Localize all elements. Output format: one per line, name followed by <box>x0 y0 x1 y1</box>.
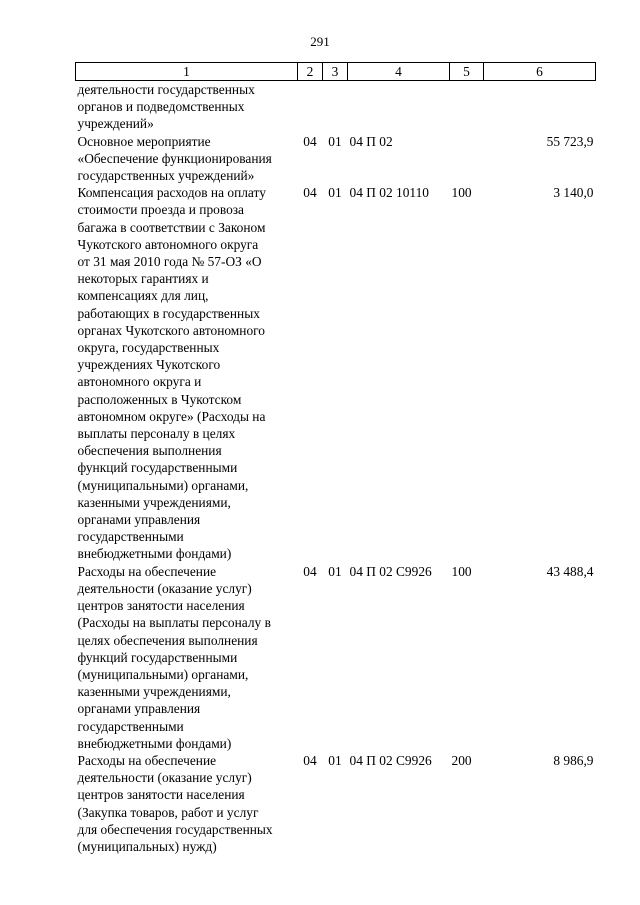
column-header-5: 5 <box>450 63 484 81</box>
row-amount: 8 986,9 <box>553 752 594 768</box>
row-amount: 3 140,0 <box>553 185 594 201</box>
table-row <box>76 81 596 133</box>
row-subsection: 01 <box>328 563 342 579</box>
table-row <box>76 563 596 752</box>
column-header-1: 1 <box>76 63 298 81</box>
column-header-6: 6 <box>484 63 596 81</box>
row-name: Компенсация расходов на оплату стоимости проезда и провоза багажа в соответствии с Законом Чукотского автономного округа от 31 мая 2010 года № 57-ОЗ «О некоторых гарантиях и компенсациях для лиц, работающих в государственных органах Чукотского автономного округа, государственных учреждениях Чукотского автономного округа и расположенных в Чукотском автономном округе» (Расходы на выплаты персоналу в целях обеспечения выполнения функций государственными (муниципальными) органами, казенными учреждениями, органами управления государственными внебюджетными фондами) <box>77 185 266 562</box>
row-amount: 43 488,4 <box>546 563 594 579</box>
row-name: Расходы на обеспечение деятельности (оказание услуг) центров занятости населения (Расходы на выплаты персоналу в целях обеспечения выполнения функций государственными (муниципальными) органами, казенными учреждениями, органами управления государственными внебюджетными фондами) <box>77 563 271 751</box>
row-expense-type: 100 <box>451 185 472 201</box>
row-target-code <box>348 81 450 133</box>
row-section: 04 <box>303 133 317 149</box>
row-name: деятельности государственных органов и подведомственных учреждений» <box>77 82 255 132</box>
row-amount: 55 723,9 <box>546 133 594 149</box>
table-row <box>76 133 596 185</box>
row-section <box>298 81 323 133</box>
row-section: 04 <box>303 185 317 201</box>
column-header-3: 3 <box>323 63 348 81</box>
row-subsection: 01 <box>328 752 342 768</box>
page-number: 291 <box>310 34 330 49</box>
row-expense-type <box>450 133 484 185</box>
row-section: 04 <box>303 752 317 768</box>
row-subsection: 01 <box>328 133 342 149</box>
table-header-row <box>76 63 596 81</box>
row-name: Расходы на обеспечение деятельности (оказание услуг) центров занятости населения (Закупка товаров, работ и услуг для обеспечения государственных (муниципальных) нужд) <box>77 752 273 854</box>
row-name: Основное мероприятие «Обеспечение функционирования государственных учреждений» <box>77 133 272 184</box>
row-target-code: 04 П 02 С9926 <box>349 752 432 768</box>
row-subsection <box>323 81 348 133</box>
row-amount <box>484 81 596 133</box>
row-expense-type: 100 <box>451 563 472 579</box>
row-target-code: 04 П 02 С9926 <box>349 563 432 579</box>
budget-table <box>75 62 596 855</box>
row-target-code: 04 П 02 <box>349 133 393 149</box>
table-row <box>76 752 596 855</box>
row-expense-type <box>450 81 484 133</box>
table-row <box>76 184 596 562</box>
row-target-code: 04 П 02 10110 <box>349 185 429 201</box>
column-header-2: 2 <box>298 63 323 81</box>
row-section: 04 <box>303 563 317 579</box>
row-expense-type: 200 <box>451 752 472 768</box>
column-header-4: 4 <box>348 63 450 81</box>
row-subsection: 01 <box>328 185 342 201</box>
